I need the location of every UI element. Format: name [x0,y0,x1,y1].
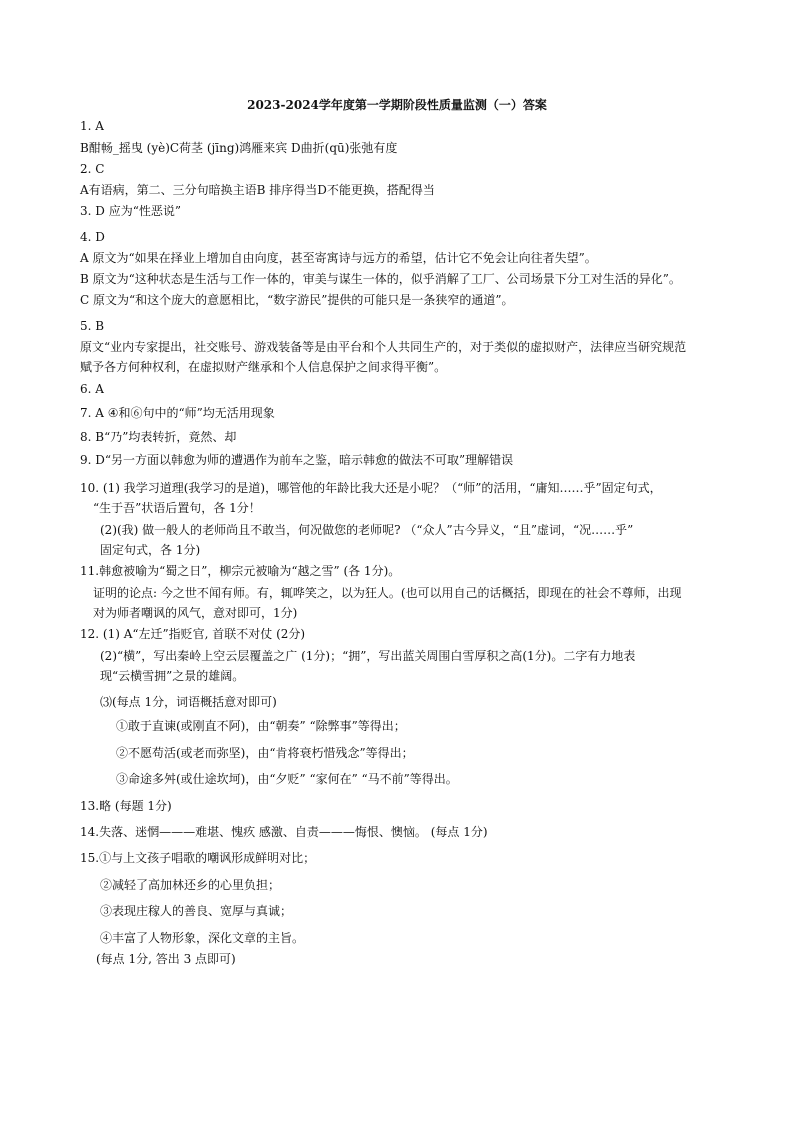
answer-line: ②减轻了高加林还乡的心里负担； [100,878,281,892]
answer-line: “生于吾”状语后置句，各 1分！ [93,501,261,515]
answer-line: 2. C [80,162,105,176]
answer-line: (2)(我) 做一般人的老师尚且不敢当，何况做您的老师呢? （“众人”古今异义，“且”虚词，“况……乎” [100,523,634,537]
answer-line: 5. B [80,319,105,333]
answer-line: A 原文为“如果在择业上增加自由向度，甚至寄寓诗与远方的希望，估计它不免会让向往者失望”。 [80,251,597,265]
answer-line: (2)“横”，写出秦岭上空云层覆盖之广 (1分)；“拥”，写出蓝关周围白雪厚积之高(1分)。二字有力地表 [100,649,636,663]
answer-line: 4. D [80,230,105,244]
answer-line: ③表现庄稼人的善良、宽厚与真诚； [100,904,293,918]
answer-line: 固定句式，各 1分) [100,543,201,557]
answer-line: 10. (1) 我学习道理(我学习的是道)，哪管他的年龄比我大还是小呢？（“师”的活用，“庸知……乎”固定句式， [80,481,662,495]
answer-line: ②不愿苟活(或老而弥坚)，由“肯将衰朽惜残念”等得出； [116,746,414,760]
answer-line: ⑶(每点 1分，词语概括意对即可) [100,695,277,709]
answer-line: 原文“业内专家提出，社交账号、游戏装备等是由平台和个人共同生产的，对于类似的虚拟财产，法律应当研究规范 [80,340,687,354]
answer-line: (每点 1分, 答出 3 点即可) [96,952,236,966]
answer-line: 9. D“另一方面以韩愈为师的遭遇作为前车之鉴，暗示韩愈的做法不可取”理解错误 [80,453,514,467]
answer-line: 12. (1) A“左迁”指贬官, 首联不对仗 (2分) [80,627,306,641]
answer-line: 现“云横雪拥”之景的雄阔。 [100,669,245,683]
answer-line: 14.失落、迷惘———难堪、愧疚 感激、自责———悔恨、懊恼。 (每点 1分) [80,825,488,839]
answer-line: 11.韩愈被喻为“蜀之日”，柳宗元被喻为“越之雪” (各 1分)。 [80,564,401,578]
answer-line: 6. A [80,382,104,396]
answer-line: C 原文为“和这个庞大的意愿相比，“数字游民”提供的可能只是一条狭窄的通道”。 [80,293,514,307]
answer-line: B 原文为“这种状态是生活与工作一体的，审美与谋生一体的，似乎消解了工厂、公司场景下分工对生活的异化”。 [80,272,681,286]
answer-line: 3. D 应为“性恶说” [80,204,181,218]
answer-line: B酣畅_摇曳 (yè)C荷茎 (jīng)鸿雁来宾 D曲折(qū)张弛有度 [80,141,398,155]
answer-line: ④丰富了人物形象，深化文章的主旨。 [100,931,305,945]
answer-line: 8. B“乃”均表转折，竟然、却 [80,430,237,444]
answer-line: A有语病，第二、三分句暗换主语B 排序得当D不能更换，搭配得当 [80,183,435,197]
answer-line: 对为师者嘲讽的风气，意对即可，1分) [93,606,298,620]
answer-line: 1. A [80,119,104,133]
answer-line: ③命途多舛(或仕途坎坷)，由“夕贬” “家何在” “马不前”等得出。 [116,772,458,786]
answer-line: 15.①与上文孩子唱歌的嘲讽形成鲜明对比； [80,851,316,865]
page-title: 2023-2024学年度第一学期阶段性质量监测（一）答案 [247,98,547,112]
answer-line: 赋予各方何种权利，在虚拟财产继承和个人信息保护之间求得平衡”。 [80,360,447,374]
answer-line: 7. A ④和⑥句中的“师”均无活用现象 [80,406,275,420]
answer-line: 13.略 (每题 1分) [80,799,172,813]
answer-line: ①敢于直谏(或刚直不阿)，由“朝奏” “除弊事”等得出； [116,719,406,733]
answer-line: 证明的论点: 今之世不闻有师。有，辄哗笑之，以为狂人。(也可以用自己的话概括，即现在的社会不尊师，出现 [93,586,682,600]
